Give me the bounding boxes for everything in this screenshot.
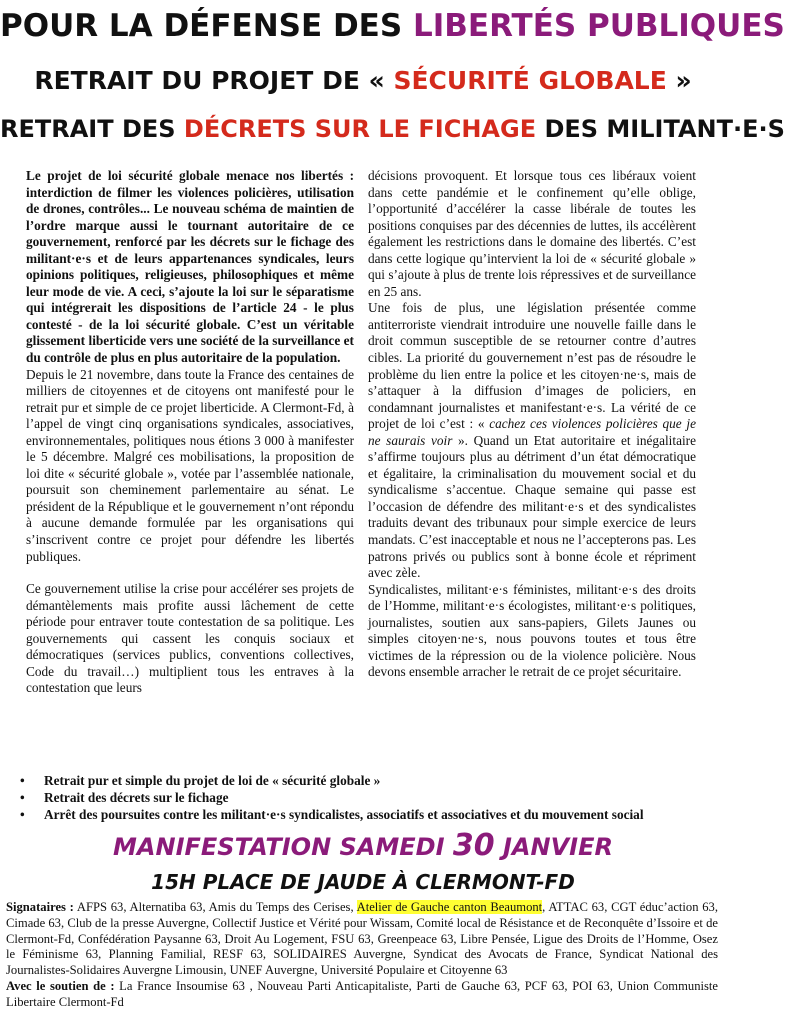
event-title [0, 828, 726, 863]
demand-text: Retrait des décrets sur le fichage [44, 790, 229, 805]
subheadline-fichage [0, 115, 785, 143]
demand-item [18, 806, 718, 823]
signatories-label: Signataires : [6, 900, 74, 914]
headline-line3-highlight: DÉCRETS SUR LE FICHAGE [183, 115, 537, 143]
paragraph-appel: Syndicalistes, militant·e·s féministes, militant·e·s des droits de l’Homme, militant·e·s écologistes, militant·e·s politiques, journalistes, soutien aux sans-papiers, Gilets Jaunes ou simples citoyen·ne·s, nous pouvons toutes et tous être victimes de la répression ou de la violence policière. Nous devons ensemble arracher le retrait de ce projet sécuritaire. [368, 581, 696, 680]
signatories-block [6, 900, 718, 1011]
intro-paragraph: Le projet de loi sécurité globale menace nos libertés : interdiction de filmer les violences policières, utilisation de drones, contrôles... Le nouveau schéma de maintien de l’ordre marque aussi le tournant autoritaire de ce gouvernement, renforcé par les décrets sur le fichage des militant·e·s et de leurs appartenances syndicales, leurs opinions politiques, religieuses, philosophiques et même leur mode de vie. A ceci, s’ajoute la loi sur le séparatisme qui intégrerait les dispositions de l’article 24 - le plus contesté - de la loi sécurité globale. C’est un véritable glissement liberticide vers une société de la surveillance et du contrôle de plus en plus autoritaire de la population. [26, 168, 354, 366]
paragraph-gouvernement-crise: Ce gouvernement utilise la crise pour accélérer ses projets de démantèlements mais profite aussi lâchement de cette période pour entraver toute contestation de sa politique. Les gouvernements qui cassent les conquis sociaux et démocratiques (services publics, conventions collectives, Code du travail…) multiplient tous les entraves à la contestation que leurs [26, 581, 354, 696]
highlighted-signatory: Atelier de Gauche canton Beaumont [356, 900, 543, 914]
paragraph-mobilisations: Depuis le 21 novembre, dans toute la France des centaines de milliers de citoyennes et de citoyens ont manifesté pour le retrait pur et simple de ce projet liberticide. A Clermont-Fd, à l’appel de vingt cinq organisations syndicales, associatives, environnementales, politiques nous étions 3 000 à manifester le 5 décembre. Malgré ces mobilisations, la proposition de loi dite « sécurité globale », votée par l’assemblée nationale, poursuit son cheminement parlementaire au sénat. Le président de la République et le gouvernement n’ont répondu à aucune demande formulée par les organisations qui s’inscrivent contre ce projet pour défendre les libertés publiques. [26, 366, 354, 564]
paragraph-legislation [368, 300, 696, 581]
headline-line2-prefix: RETRAIT DU PROJET DE « [34, 66, 394, 95]
event-day: 30 [452, 828, 495, 863]
right-column [368, 168, 696, 681]
main-headline [0, 8, 785, 44]
signatories-paragraph [6, 900, 718, 979]
left-column [26, 168, 354, 697]
demand-item [18, 789, 718, 806]
event-title-prefix: MANIFESTATION SAMEDI [113, 833, 453, 861]
legislation-quote: cachez ces violences policières que je ne saurais voir [368, 416, 696, 448]
demand-item [18, 772, 718, 789]
headline-line3-suffix: DES MILITANT·E·S [536, 115, 785, 143]
support-paragraph [6, 979, 718, 1011]
headline-line2-suffix: » [666, 66, 692, 95]
headline-line2-highlight: SÉCURITÉ GLOBALE [393, 66, 667, 95]
legislation-text-after-quote: ». Quand un Etat autoritaire et inégalitaire s’affirme toujours plus au détriment d’un état démocratique et égalitaire, la criminalisation du mouvement social et du syndicalisme s’accentue. Chaque semaine qui passe est l’occasion de défendre des militant·e·s et des syndicalistes traduits devant des tribunaux pour simple exercice de leurs mandats. C’est inacceptable et nous ne l’accepterons pas. Les patrons privés ou publics sont à bonne école et répriment avec zèle. [368, 432, 696, 581]
signatories-list-end: , ATTAC 63, CGT éduc’action 63, Cimade 63, Club de la presse Auvergne, Collectif Justice et Vérité pour Wissam, Comité local de Résistance et de Reconquête d’Issoire et de Clermont-Fd, Confédération Paysanne 63, Droit Au Logement, FSU 63, Greenpeace 63, Libre Pensée, Ligue des Droits de l’Homme, Osez le Féminisme 63, Planning Familial, RESF 63, SOLIDAIRES Auvergne, Syndicat des Avocats de France, Syndicat National des Journalistes-Solidaires Auvergne Limousin, UNEF Auvergne, Université Populaire et Citoyenne 63 [6, 900, 718, 978]
bullet-icon: • [20, 773, 25, 788]
legislation-text-before-quote: Une fois de plus, une législation présentée comme antiterroriste viendrait introduire une nouvelle faille dans le droit commun susceptible de se retourner contre d’autres cibles. La priorité du gouvernement n’est pas de résoudre le problème du lien entre la police et les citoyen·ne·s, mais de s’attaquer à la diffusion d’images de policiers, en condamnant journalistes et manifestant·e·s. La vérité de ce projet de loi c’est : « [368, 300, 696, 432]
headline-line1-highlight: LIBERTÉS PUBLIQUES [412, 8, 785, 44]
event-location: 15H PLACE DE JAUDE À CLERMONT-FD [151, 870, 575, 894]
bullet-icon: • [20, 790, 25, 805]
bullet-icon: • [20, 807, 25, 822]
paragraph-gouvernement-crise-continued: décisions provoquent. Et lorsque tous ces libéraux voient dans cette pandémie et le confinement qu’elle oblige, l’opportunité d’accélérer la casse libérale de toutes les positions conquises par des décennies de luttes, ils accélèrent également les restrictions dans le domaine des libertés. C’est dans cette logique qu’intervient la loi de « sécurité globale » qui s’ajoute à plus de trente lois répressives et de surveillance en 25 ans. [368, 168, 696, 299]
support-label: Avec le soutien de : [6, 978, 115, 993]
signatories-list-start: AFPS 63, Alternatiba 63, Amis du Temps des Cerises, [73, 900, 357, 914]
subheadline-securite-globale [0, 66, 726, 95]
headline-line3-prefix: RETRAIT DES [0, 115, 184, 143]
article-body [26, 168, 700, 766]
headline-line1-prefix: POUR LA DÉFENSE DES [0, 8, 413, 44]
demands-list [18, 772, 718, 823]
event-title-suffix: JANVIER [494, 833, 613, 861]
support-list: La France Insoumise 63 , Nouveau Parti Anticapitaliste, Parti de Gauche 63, PCF 63, POI 63, Union Communiste Libertaire Clermont-Fd [6, 978, 718, 1009]
demand-text: Retrait pur et simple du projet de loi de « sécurité globale » [44, 773, 381, 788]
demand-text: Arrêt des poursuites contre les militant·e·s syndicalistes, associatifs et associatives et du mouvement social [44, 807, 644, 822]
